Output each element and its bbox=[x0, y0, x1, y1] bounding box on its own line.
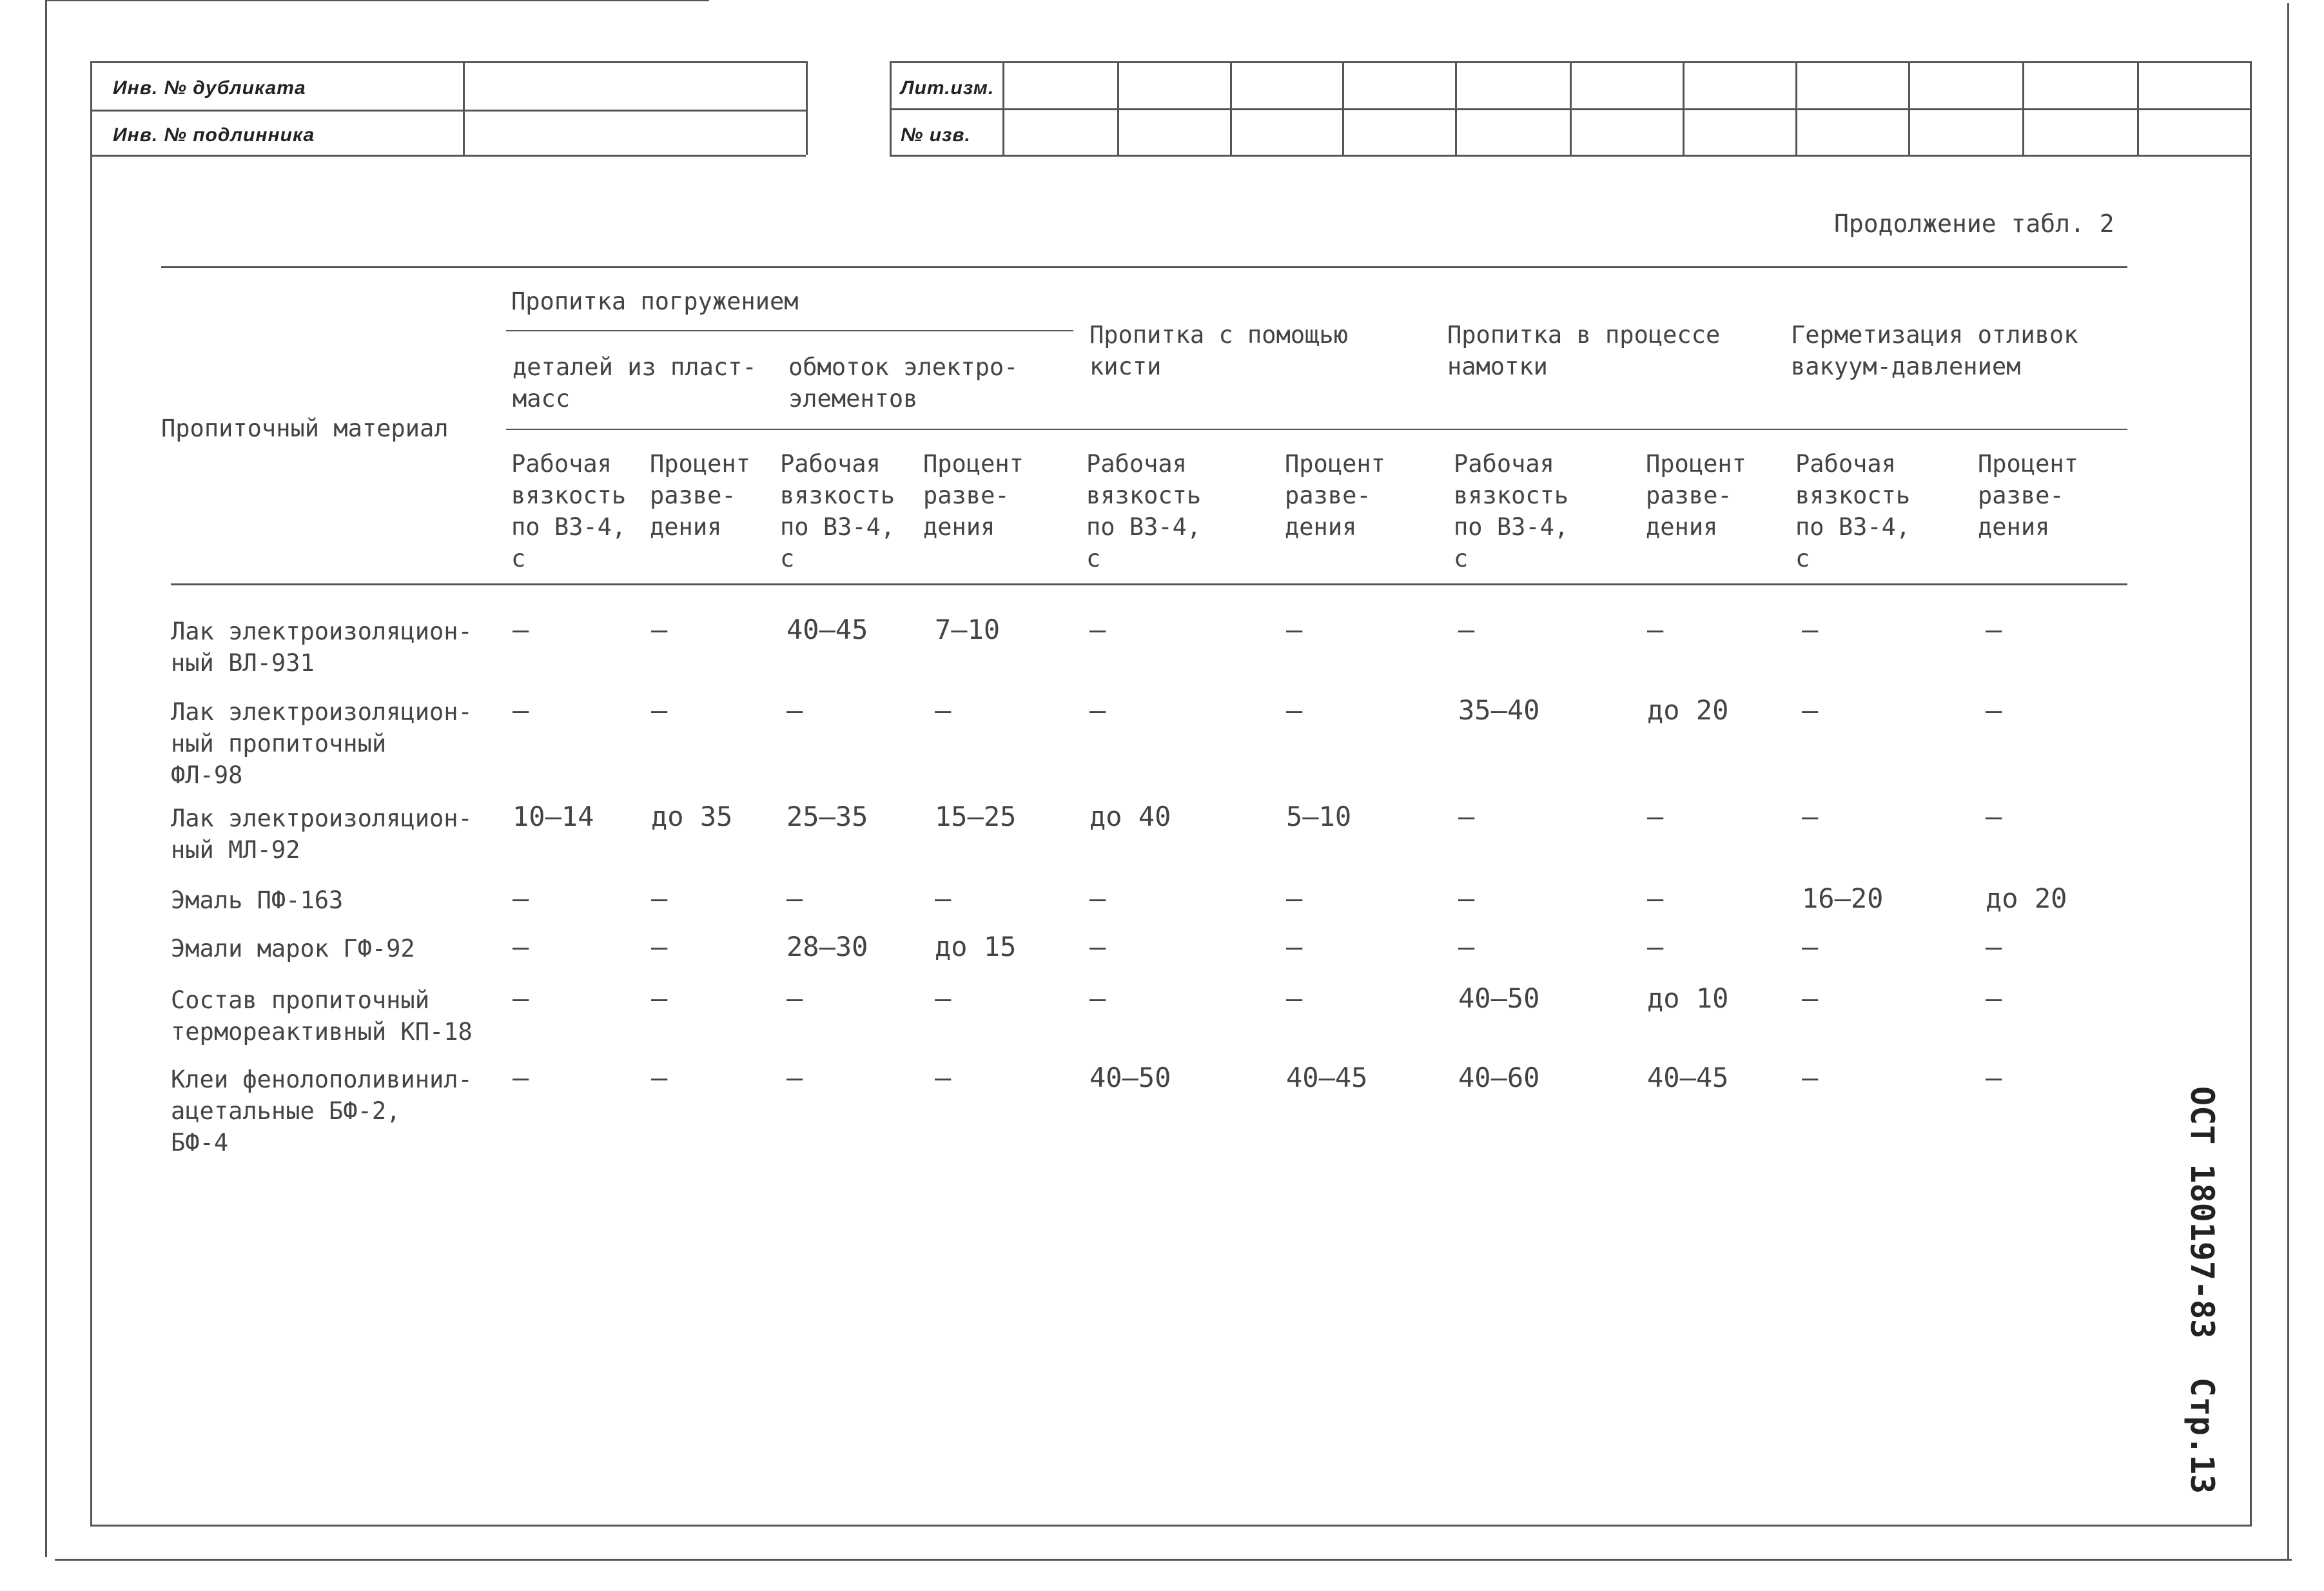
table-cell: – bbox=[1458, 931, 1475, 962]
header-immersion: Пропитка погружением bbox=[511, 288, 799, 315]
table-cell: – bbox=[1089, 982, 1106, 1014]
table-cell: – bbox=[1647, 614, 1664, 645]
table-cell: – bbox=[651, 614, 668, 645]
table-cell: – bbox=[1647, 883, 1664, 914]
col3-viscosity-header: Рабочая вязкость по ВЗ-4, с bbox=[780, 450, 895, 572]
table-cell: – bbox=[1802, 694, 1819, 726]
table-cell: – bbox=[1286, 694, 1303, 726]
table-cell: 40–60 bbox=[1458, 1062, 1540, 1093]
table-cell: – bbox=[1286, 931, 1303, 962]
col2-percent-header: Процент разве- дения bbox=[650, 450, 750, 541]
header-winding-process-line1: Пропитка в процессе bbox=[1447, 321, 1721, 349]
material-line: БФ-4 bbox=[171, 1129, 229, 1157]
col9-viscosity-header: Рабочая вязкость по ВЗ-4, с bbox=[1795, 450, 1911, 572]
material-line: ный пропиточный bbox=[171, 730, 387, 757]
table-cell: – bbox=[935, 982, 952, 1014]
table-cell: 15–25 bbox=[935, 801, 1017, 832]
col5-viscosity-header: Рабочая вязкость по ВЗ-4, с bbox=[1086, 450, 1202, 572]
table-cell: – bbox=[1802, 614, 1819, 645]
table-cell: – bbox=[1286, 883, 1303, 914]
table-cell: – bbox=[1986, 614, 2002, 645]
material-line: Эмаль ПФ-163 bbox=[171, 886, 344, 914]
material-line: Лак электроизоляцион- bbox=[171, 618, 473, 645]
col10-percent-header: Процент разве- дения bbox=[1978, 450, 2078, 541]
material-line: Клеи фенолополивинил- bbox=[171, 1066, 473, 1093]
material-line: ный ВЛ-931 bbox=[171, 649, 315, 677]
table-cell: 5–10 bbox=[1286, 801, 1352, 832]
table-cell: – bbox=[786, 1062, 803, 1093]
table-continuation-note: Продолжение табл. 2 bbox=[1834, 210, 2114, 238]
table-cell: – bbox=[1802, 801, 1819, 832]
header-windings-line1: обмоток электро- bbox=[788, 353, 1019, 381]
table-cell: 10–14 bbox=[513, 801, 594, 832]
table-cell: – bbox=[513, 694, 529, 726]
row-material bbox=[171, 884, 343, 916]
col1-viscosity-header: Рабочая вязкость по ВЗ-4, с bbox=[511, 450, 627, 572]
page-number: Стр.13 bbox=[2183, 1377, 2221, 1494]
table-cell: – bbox=[513, 883, 529, 914]
table-cell: – bbox=[651, 694, 668, 726]
notice-number-label: № изв. bbox=[901, 124, 971, 146]
table-cell: – bbox=[1286, 982, 1303, 1014]
col7-viscosity-header: Рабочая вязкость по ВЗ-4, с bbox=[1454, 450, 1569, 572]
table-cell: – bbox=[1089, 694, 1106, 726]
material-line: Эмали марок ГФ-92 bbox=[171, 935, 415, 962]
row-material bbox=[171, 616, 473, 679]
header-plastics-line2: масс bbox=[513, 385, 571, 413]
material-line: Лак электроизоляцион- bbox=[171, 698, 473, 726]
table-cell: 40–50 bbox=[1458, 982, 1540, 1014]
table-cell: – bbox=[935, 1062, 952, 1093]
header-sealing-line2: вакуум-давлением bbox=[1791, 353, 2021, 380]
table-cell: – bbox=[935, 694, 952, 726]
table-cell: – bbox=[1986, 801, 2002, 832]
col4-percent-header: Процент разве- дения bbox=[923, 450, 1024, 541]
material-line: ФЛ-98 bbox=[171, 761, 243, 789]
row-material bbox=[171, 696, 473, 791]
row-material bbox=[171, 984, 473, 1048]
table-cell: – bbox=[1458, 801, 1475, 832]
table-cell: – bbox=[1647, 931, 1664, 962]
table-cell: – bbox=[513, 614, 529, 645]
table-cell: – bbox=[513, 982, 529, 1014]
original-inventory-label: Инв. № подлинника bbox=[113, 124, 315, 146]
document-code-label bbox=[2183, 1086, 2221, 1494]
table-cell: – bbox=[1458, 614, 1475, 645]
material-line: термореактивный КП-18 bbox=[171, 1018, 473, 1046]
table-cell: – bbox=[1986, 982, 2002, 1014]
table-cell: – bbox=[1986, 694, 2002, 726]
standard-prefix: ОСТ bbox=[2183, 1086, 2221, 1145]
header-winding-process-line2: намотки bbox=[1447, 353, 1548, 380]
table-cell: – bbox=[1458, 883, 1475, 914]
table-cell: 7–10 bbox=[935, 614, 1001, 645]
row-material bbox=[171, 1064, 473, 1158]
material-line: Состав пропиточный bbox=[171, 986, 429, 1014]
table-cell: 16–20 bbox=[1802, 883, 1884, 914]
table-cell: – bbox=[1089, 883, 1106, 914]
header-plastics-line1: деталей из пласт- bbox=[513, 353, 757, 381]
table-cell: до 40 bbox=[1089, 801, 1171, 832]
table-cell: 40–45 bbox=[1286, 1062, 1368, 1093]
table-cell: – bbox=[651, 931, 668, 962]
table-cell: – bbox=[1986, 931, 2002, 962]
table-cell: до 20 bbox=[1647, 694, 1729, 726]
duplicate-inventory-label: Инв. № дубликата bbox=[113, 77, 306, 99]
table-cell: 35–40 bbox=[1458, 694, 1540, 726]
revision-letter-label: Лит.изм. bbox=[901, 77, 995, 99]
table-cell: – bbox=[513, 1062, 529, 1093]
table-cell: до 35 bbox=[651, 801, 733, 832]
table-cell: – bbox=[651, 1062, 668, 1093]
table-cell: – bbox=[1286, 614, 1303, 645]
header-brush-line2: кисти bbox=[1089, 353, 1162, 380]
table-cell: – bbox=[1647, 801, 1664, 832]
row-material bbox=[171, 803, 473, 866]
table-cell: 25–35 bbox=[786, 801, 868, 832]
table-cell: – bbox=[513, 931, 529, 962]
material-line: ный МЛ-92 bbox=[171, 836, 300, 864]
table-cell: 40–45 bbox=[786, 614, 868, 645]
table-cell: до 20 bbox=[1986, 883, 2067, 914]
table-cell: до 15 bbox=[935, 931, 1017, 962]
table-cell: – bbox=[1089, 931, 1106, 962]
table-cell: 40–45 bbox=[1647, 1062, 1729, 1093]
table-cell: – bbox=[1089, 614, 1106, 645]
table-cell: – bbox=[1986, 1062, 2002, 1093]
table-cell: – bbox=[1802, 982, 1819, 1014]
row-material bbox=[171, 933, 415, 964]
col8-percent-header: Процент разве- дения bbox=[1646, 450, 1746, 541]
standard-number: 180197-83 bbox=[2183, 1164, 2221, 1339]
table-cell: – bbox=[651, 982, 668, 1014]
table-cell: – bbox=[786, 982, 803, 1014]
col6-percent-header: Процент разве- дения bbox=[1285, 450, 1385, 541]
table-cell: до 10 bbox=[1647, 982, 1729, 1014]
header-sealing-line1: Герметизация отливок bbox=[1791, 321, 2078, 349]
header-brush-line1: Пропитка с помощью bbox=[1089, 321, 1348, 349]
table-cell: – bbox=[651, 883, 668, 914]
table-cell: – bbox=[1802, 1062, 1819, 1093]
material-line: Лак электроизоляцион- bbox=[171, 805, 473, 832]
table-cell: – bbox=[786, 883, 803, 914]
table-cell: – bbox=[1802, 931, 1819, 962]
material-line: ацетальные БФ-2, bbox=[171, 1097, 401, 1125]
table-cell: 40–50 bbox=[1089, 1062, 1171, 1093]
table-cell: – bbox=[935, 883, 952, 914]
table-cell: – bbox=[786, 694, 803, 726]
header-material: Пропиточный материал bbox=[161, 415, 449, 442]
table-cell: 28–30 bbox=[786, 931, 868, 962]
header-windings-line2: элементов bbox=[788, 385, 918, 413]
